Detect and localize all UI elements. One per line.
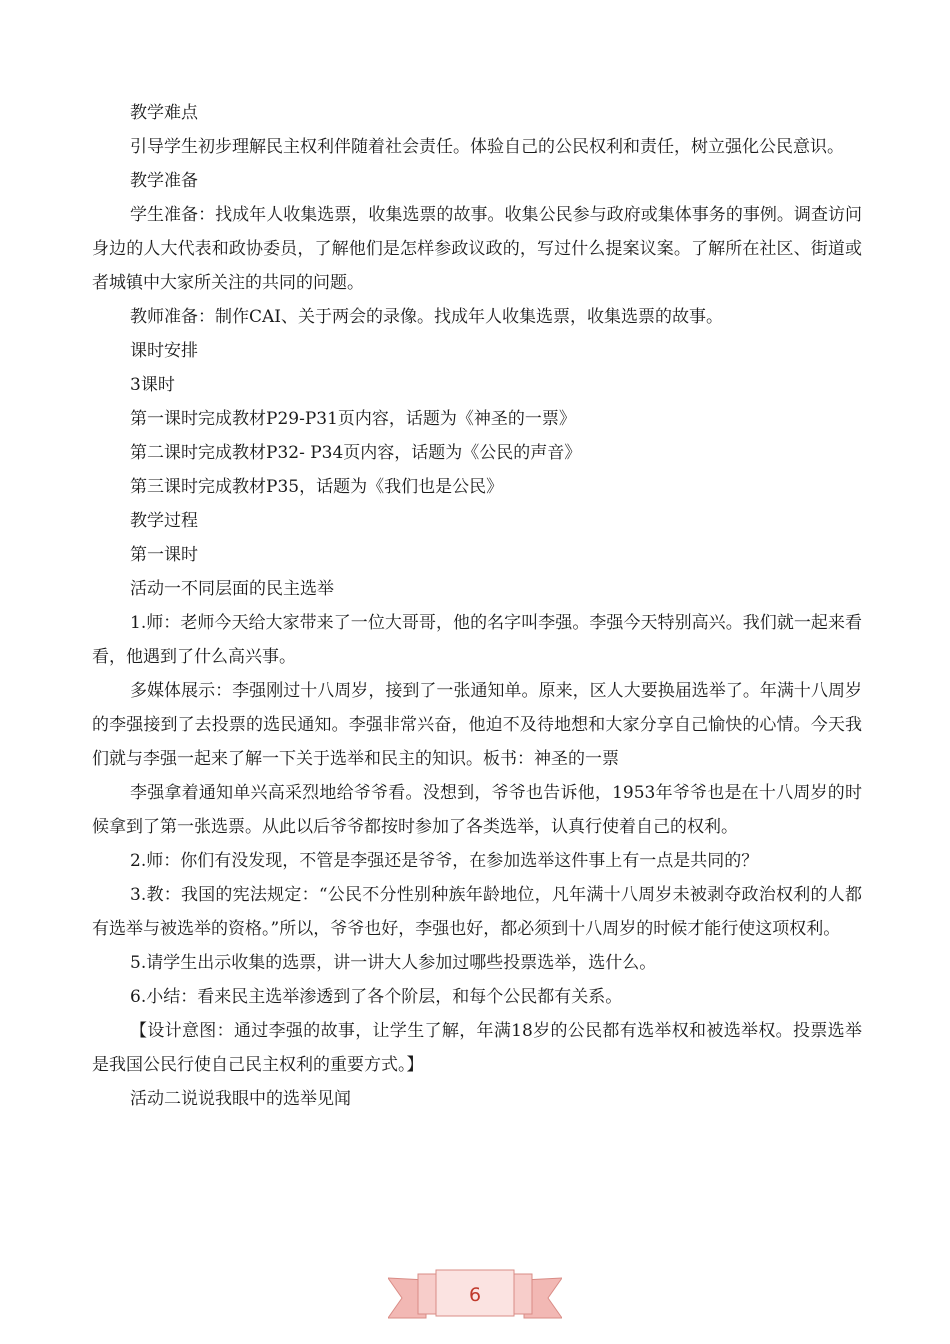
paragraph: 3课时 (130, 375, 175, 395)
section-heading-process: 教学过程 (130, 511, 198, 531)
paragraph: 1.师：老师今天给大家带来了一位大哥哥，他的名字叫李强。李强今天特别高兴。我们就一起来看看，他遇到了什么高兴事。 (92, 613, 862, 667)
paragraph: 多媒体展示：李强刚过十八周岁，接到了一张通知单。原来，区人大要换届选举了。年满十八周岁的李强接到了去投票的选民通知。李强非常兴奋，他迫不及待地想和大家分享自己愉快的心情。今天我们就与李强一起来了解一下关于选举和民主的知识。板书：神圣的一票 (92, 681, 862, 769)
paragraph: 李强拿着通知单兴高采烈地给爷爷看。没想到，爷爷也告诉他，1953年爷爷也是在十八周岁的时候拿到了第一张选票。从此以后爷爷都按时参加了各类选举，认真行使着自己的权利。 (92, 783, 862, 837)
section-heading-difficulty: 教学难点 (130, 103, 198, 123)
paragraph: 教师准备：制作CAI、关于两会的录像。找成年人收集选票，收集选票的故事。 (130, 307, 723, 327)
section-heading-schedule: 课时安排 (130, 341, 198, 361)
paragraph: 第三课时完成教材P35，话题为《我们也是公民》 (130, 477, 504, 497)
paragraph: 第一课时完成教材P29-P31页内容，话题为《神圣的一票》 (130, 409, 576, 429)
document-body (92, 96, 862, 1116)
paragraph: 第二课时完成教材P32- P34页内容，话题为《公民的声音》 (130, 443, 582, 463)
paragraph: 6.小结：看来民主选举渗透到了各个阶层，和每个公民都有关系。 (130, 987, 623, 1007)
paragraph: 5.请学生出示收集的选票，讲一讲大人参加过哪些投票选举，选什么。 (130, 953, 657, 973)
paragraph: 2.师：你们有没发现，不管是李强还是爷爷，在参加选举这件事上有一点是共同的？ (130, 851, 759, 871)
page-number: 6 (468, 1284, 482, 1306)
lesson-heading: 第一课时 (130, 545, 198, 565)
page-footer (388, 1260, 562, 1324)
paragraph: 3.教：我国的宪法规定：“公民不分性别种族年龄地位，凡年满十八周岁未被剥夺政治权利的人都有选举与被选举的资格。”所以，爷爷也好，李强也好，都必须到十八周岁的时候才能行使这项权利。 (92, 885, 862, 939)
section-heading-preparation: 教学准备 (130, 171, 198, 191)
paragraph: 学生准备：找成年人收集选票，收集选票的故事。收集公民参与政府或集体事务的事例。调查访问身边的人大代表和政协委员，了解他们是怎样参政议政的，写过什么提案议案。了解所在社区、街道或者城镇中大家所关注的共同的问题。 (92, 205, 862, 293)
activity-heading: 活动一不同层面的民主选举 (130, 579, 334, 599)
paragraph: 引导学生初步理解民主权利伴随着社会责任。体验自己的公民权利和责任，树立强化公民意识。 (130, 137, 844, 157)
design-intent-note: 【设计意图：通过李强的故事，让学生了解，年满18岁的公民都有选举权和被选举权。投票选举是我国公民行使自己民主权利的重要方式。】 (92, 1021, 862, 1075)
activity-heading: 活动二说说我眼中的选举见闻 (130, 1089, 351, 1109)
